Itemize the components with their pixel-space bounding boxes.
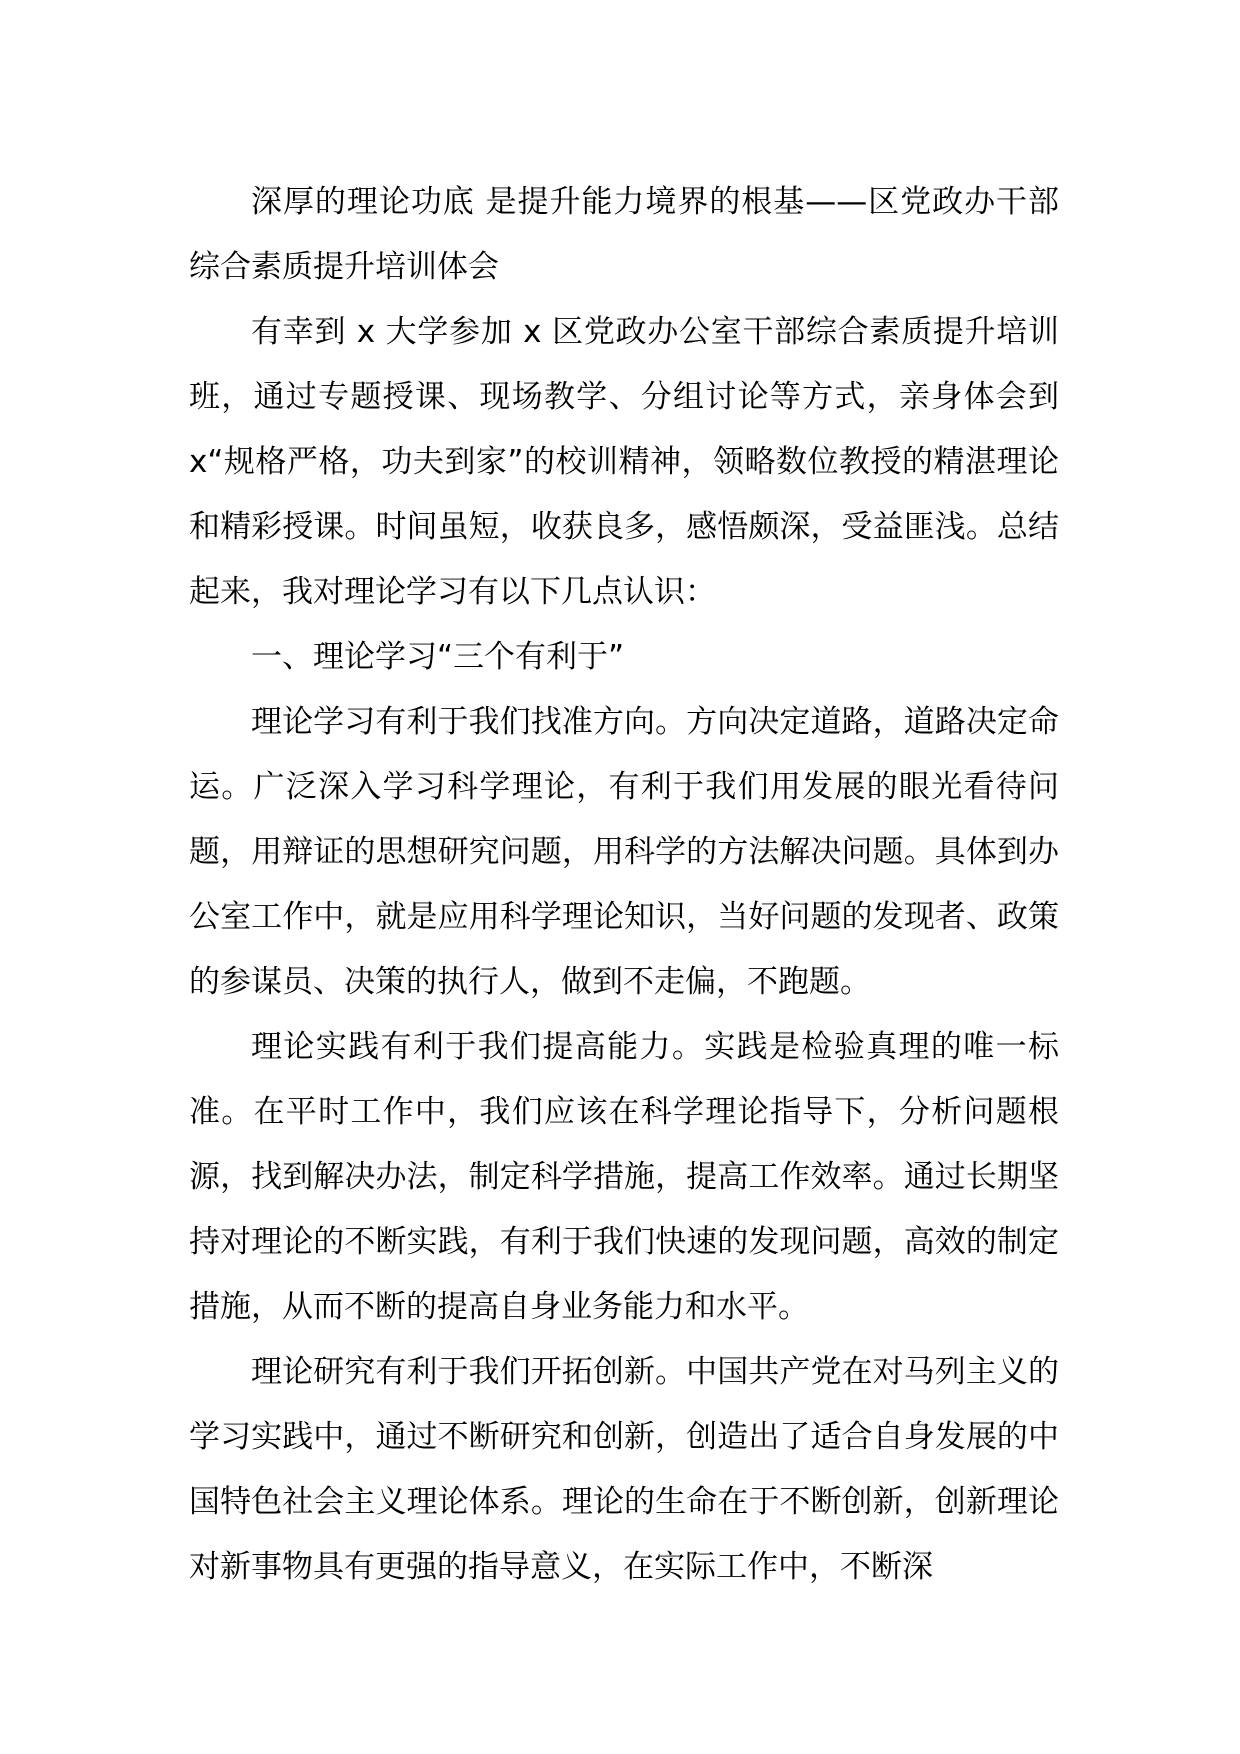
body-paragraph-innovation: 理论研究有利于我们开拓创新。中国共产党在对马列主义的学习实践中，通过不断研究和创新，创造出了适合自身发展的中国特色社会主义理论体系。理论的生命在于不断创新，创新理论对新事物具有更强的指导意义，在实际工作中，不断深 [189,1354,1059,1585]
body-paragraph-direction: 理论学习有利于我们找准方向。方向决定道路，道路决定命运。广泛深入学习科学理论，有利于我们用发展的眼光看待问题，用辩证的思想研究问题，用科学的方法解决问题。具体到办公室工作中，就是应用科学理论知识，当好问题的发现者、政策的参谋员、决策的执行人，做到不走偏，不跑题。 [189,704,1059,1000]
document-title: 深厚的理论功底 是提升能力境界的根基——区党政办干部综合素质提升培训体会 [189,184,1059,285]
document-body [189,170,1059,1600]
intro-paragraph: 有幸到 x 大学参加 x 区党政办公室干部综合素质提升培训班，通过专题授课、现场教学、分组讨论等方式，亲身体会到 x“规格严格，功夫到家”的校训精神，领略数位教授的精湛理论和精彩授课。时间虽短，收获良多，感悟颇深，受益匪浅。总结起来，我对理论学习有以下几点认识： [189,314,1059,610]
body-paragraph-ability: 理论实践有利于我们提高能力。实践是检验真理的唯一标准。在平时工作中，我们应该在科学理论指导下，分析问题根源，找到解决办法，制定科学措施，提高工作效率。通过长期坚持对理论的不断实践，有利于我们快速的发现问题，高效的制定措施，从而不断的提高自身业务能力和水平。 [189,1029,1059,1325]
section-heading: 一、理论学习“三个有利于” [251,639,625,675]
